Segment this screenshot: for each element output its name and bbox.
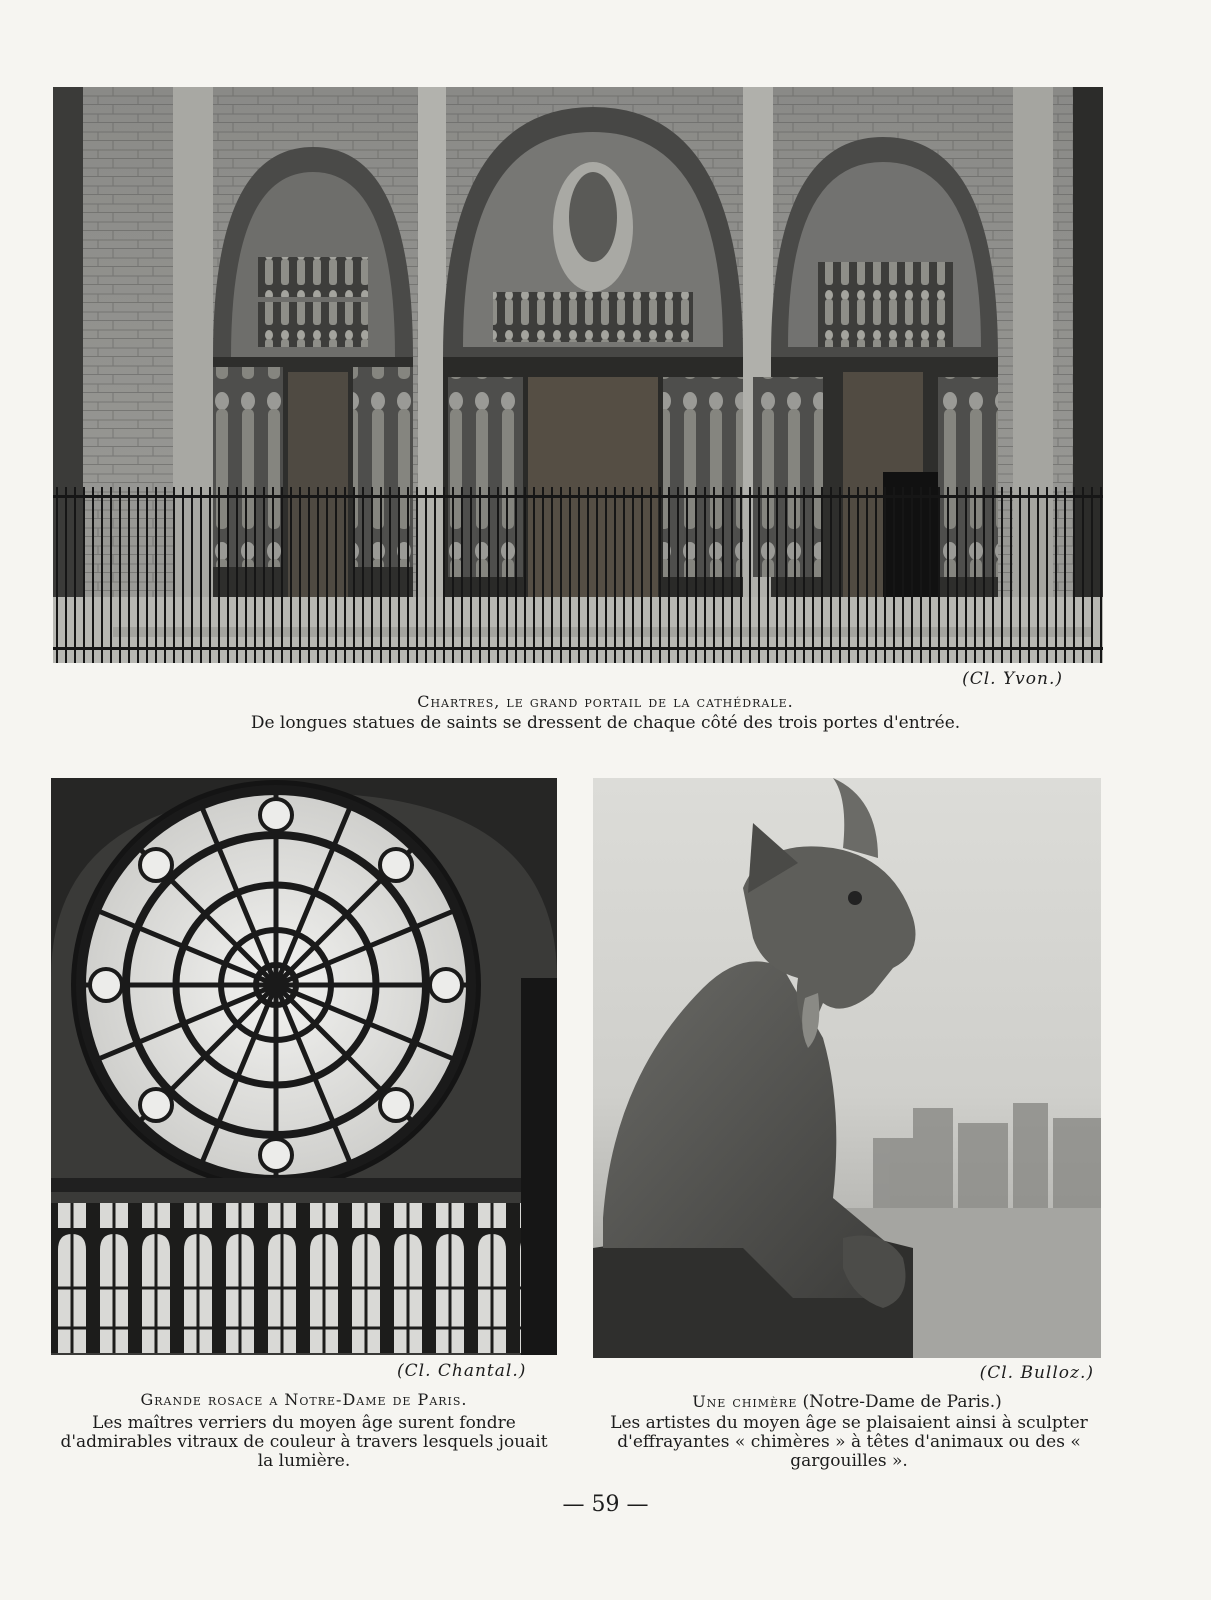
- chimera-photo: [593, 778, 1101, 1358]
- chimere-caption-title: [593, 1392, 1101, 1412]
- chimere-photo-credit: (Cl. Bulloz.): [979, 1363, 1094, 1383]
- rosace-caption-title: Grande rosace a Notre-Dame de Paris.: [140, 1390, 468, 1409]
- chartres-photo-credit: (Cl. Yvon.): [962, 669, 1063, 689]
- chimere-title-prefix: Une chimère: [692, 1392, 798, 1411]
- chimere-title-suffix: (Notre-Dame de Paris.): [802, 1392, 1002, 1412]
- page-number: — 59 —: [562, 1492, 649, 1517]
- rosace-caption-text: Les maîtres verriers du moyen âge surent fondre d'admirables vitraux de couleur à travers lesquels jouait la lumière.: [60, 1413, 548, 1471]
- rose-window-photo: [51, 778, 557, 1355]
- chimere-caption-text: Les artistes du moyen âge se plaisaient ainsi à sculpter d'effrayantes « chimères » à têtes d'animaux ou des « gargouilles ».: [610, 1413, 1088, 1471]
- chartres-caption-title: Chartres, le grand portail de la cathédrale.: [417, 692, 794, 711]
- rosace-photo-credit: (Cl. Chantal.): [397, 1361, 527, 1381]
- chartres-caption-text: De longues statues de saints se dressent de chaque côté des trois portes d'entrée.: [250, 713, 961, 733]
- chartres-portal-photo: [53, 87, 1103, 663]
